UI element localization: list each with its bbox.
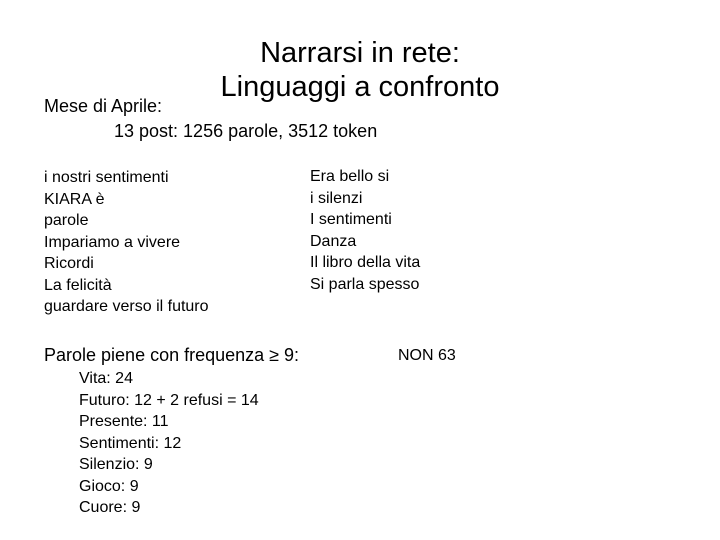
frequency-item: Sentimenti: 12: [79, 434, 182, 452]
word-frequency-list: [79, 368, 259, 519]
list-item: i silenzi: [310, 189, 363, 207]
list-item: KIARA è: [44, 190, 105, 208]
non-count-label: NON 63: [398, 347, 456, 364]
list-item: Danza: [310, 232, 357, 250]
list-item: La felicità: [44, 276, 112, 294]
month-label: Mese di Aprile:: [44, 96, 163, 116]
left-post-list: [44, 167, 209, 318]
frequency-item: Vita: 24: [79, 370, 133, 387]
frequency-item: Silenzio: 9: [79, 456, 153, 473]
list-item: Si parla spesso: [310, 275, 420, 293]
list-item: Era bello si: [310, 168, 390, 185]
right-post-list: [310, 166, 420, 295]
title-line-1: Narrarsi in rete:: [260, 37, 460, 69]
frequency-item: Futuro: 12 + 2 refusi = 14: [79, 391, 259, 409]
list-item: Il libro della vita: [310, 254, 421, 271]
frequency-heading: Parole piene con frequenza ≥ 9:: [44, 345, 300, 365]
list-item: guardare verso il futuro: [44, 298, 209, 315]
frequency-item: Presente: 11: [79, 413, 169, 430]
list-item: parole: [44, 212, 89, 229]
title-line-2: Linguaggi a confronto: [220, 71, 500, 103]
frequency-item: Cuore: 9: [79, 499, 141, 516]
list-item: i nostri sentimenti: [44, 169, 169, 186]
list-item: I sentimenti: [310, 211, 392, 228]
list-item: Ricordi: [44, 255, 94, 272]
list-item: Impariamo a vivere: [44, 233, 181, 251]
slide-title: [200, 36, 520, 104]
frequency-item: Gioco: 9: [79, 477, 139, 495]
post-stats: 13 post: 1256 parole, 3512 token: [114, 121, 378, 141]
